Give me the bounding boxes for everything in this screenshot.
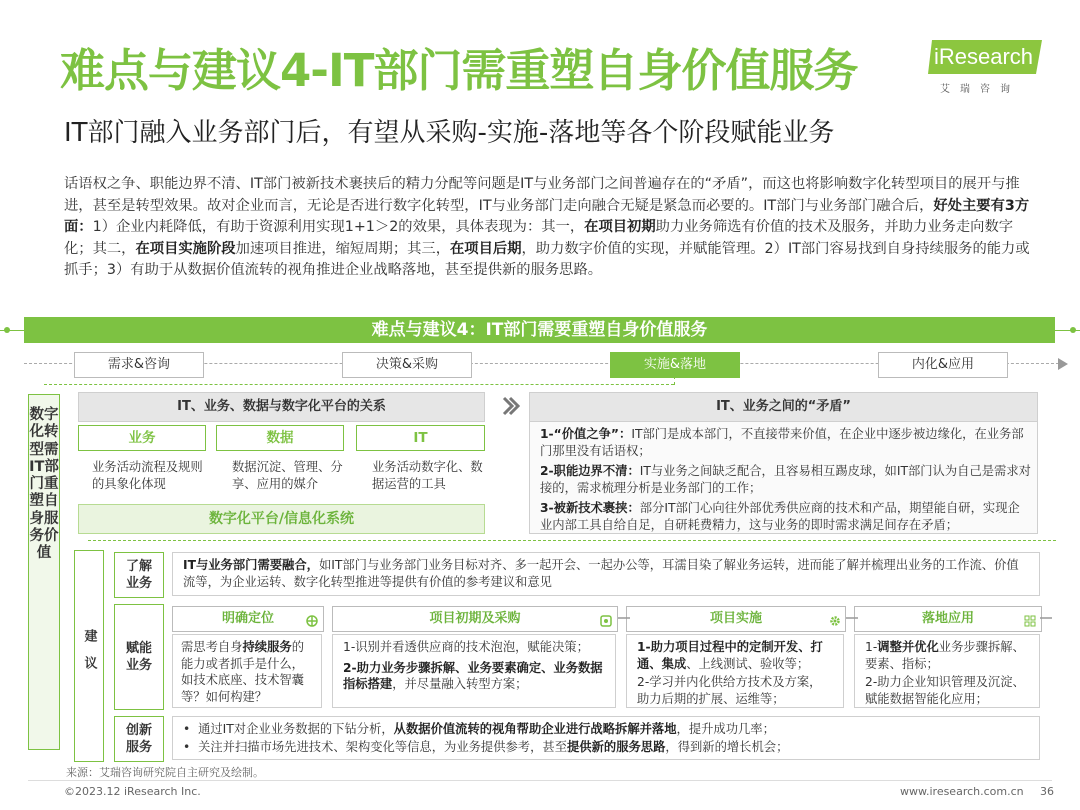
conflict-header: IT、业务之间的“矛盾” [529,392,1038,422]
suggest-divider [88,540,1056,542]
footer-divider [28,780,1052,781]
target-icon [306,615,318,627]
stage-decision: 决策&采购 [342,352,472,378]
col-body-implement: 1-助力项目过程中的定制开发、打通、集成、上线测试、验收等； 2-学习并内化供给方技术及方案，助力后期的扩展、运维等； [626,634,844,708]
empower-label: 赋能业务 [114,604,164,710]
col-body-landing: 1-调整并优化业务步骤拆解、要素、指标； 2-助力企业知识管理及沉淀、赋能数据智能化应用； [854,634,1040,708]
banner-dot-right [1070,327,1076,333]
page-subtitle: IT部门融入业务部门后，有望从采购-实施-落地等各个阶段赋能业务 [64,118,835,148]
intro-paragraph: 话语权之争、职能边界不清、IT部门被新技术裹挟后的精力分配等问题是IT与业务部门之间普遍存在的“矛盾”，而这也将影响数字化转型项目的展开与推进，甚至是转型效果。故对企业而言，无论是否进行数字化转型，IT与业务部门走向融合无疑是紧急而必要的。IT部门与业务部门融合后，好处主要有3方面：1）企业内耗降低，有助于资源利用实现1+1＞2的效果，具体表现为：其一，在项目初期助力业务筛选有价值的技术及服务，并助力业务走向数字化；其二，在项目实施阶段加速项目推进，缩短周期；其三，在项目后期，助力数字价值的实现，并赋能管理。2）IT部门容易找到自身持续服务的能力或抓手；3）有助于从数据价值流转的视角推进企业战略落地，甚至提供新的服务思路。 [64,176,1030,279]
understand-label: 了解业务 [114,552,164,598]
understand-text: IT与业务部门需要融合，如IT部门与业务部门业务目标对齐、多一起开会、一起办公等，耳濡目染了解业务运转，进而能了解并梳理出业务的工作流、价值流等，为企业运转、数字化转型推进等提供有价值的参考建议和意见 [172,552,1040,596]
stage-connector-v [674,376,676,385]
suggest-label: 建议 [74,550,104,762]
relation-text-data: 数据沉淀、管理、分享、应用的媒介 [232,460,343,491]
stage-demand: 需求&咨询 [74,352,204,378]
grid-icon [1024,615,1036,627]
relation-header: IT、业务、数据与数字化平台的关系 [78,392,485,422]
logo-text: iResearch [934,44,1034,69]
col-header-early: 项目初期及采购 [332,606,618,632]
side-label-box [28,394,60,750]
innovate-text: • 通过IT对企业业务数据的下钻分析，从数据价值流转的视角帮助企业进行战略拆解并落地，提升成功几率； • 关注并扫描市场先进技术、架构变化等信息，为业务提供参考，甚至提供新的服务思路，得到新的增长机会； [172,716,1040,760]
platform-bar: 数字化平台/信息化系统 [78,504,485,534]
stage-implement: 实施&落地 [610,352,740,378]
logo-cn: 艾瑞咨询 [940,84,1020,95]
col-header-position: 明确定位 [172,606,324,632]
stage-internalize: 内化&应用 [878,352,1008,378]
relation-label-business: 业务 [78,425,206,451]
copyright: ©2023.12 iResearch Inc. [64,785,201,798]
col-header-implement: 项目实施 [626,606,846,632]
relation-text-it: 业务活动数字化、数据运营的工具 [372,460,483,491]
source-note: 来源：艾瑞咨询研究院自主研究及绘制。 [66,766,264,779]
gear-icon [829,615,841,627]
chevron-right-icon [500,396,520,416]
page-number: 36 [1040,785,1054,798]
conflict-item-2: 2-职能边界不清：IT与业务之间缺乏配合，且容易相互踢皮球，如IT部门认为自己是需求对接的，需求梳理分析是业务部门的工作； [540,464,1031,495]
page-title: 难点与建议4-IT部门需重塑自身价值服务 [60,44,858,97]
iresearch-logo [928,38,1046,94]
col-header-landing: 落地应用 [854,606,1042,632]
relation-label-data: 数据 [216,425,344,451]
relation-text-business: 业务活动流程及规则的具象化体现 [92,460,203,491]
stage-connector [44,384,674,386]
col-body-position: 需思考自身持续服务的能力或者抓手是什么，如技术底座、技术智囊等？如何构建？ [172,634,322,708]
relation-label-it: IT [356,425,485,451]
banner-dot-left [4,327,10,333]
stage-arrow-icon [1056,357,1070,371]
conflict-item-1: 1-“价值之争”：IT部门是成本部门，不直接带来价值，在企业中逐步被边缘化，在业务部门那里没有话语权； [540,427,1024,458]
side-label: 数字化转型需IT部门重塑自身服务价值 [29,407,59,562]
section-banner: 难点与建议4：IT部门需要重塑自身价值服务 [24,317,1055,343]
innovate-label: 创新服务 [114,716,164,762]
screen-icon [600,615,612,627]
col-body-early: 1-识别并看透供应商的技术泡泡，赋能决策； 2-助力业务步骤拆解、业务要素确定、业务数据指标搭建，并尽量融入转型方案； [332,634,616,708]
conflict-item-3: 3-被新技术裹挟：部分IT部门心向往外部优秀供应商的技术和产品，期望能自研，实现企业内部工具自给自足，自研耗费精力，这与业务的即时需求满足间存在矛盾； [540,501,1020,532]
website-link[interactable]: www.iresearch.com.cn [900,785,1024,798]
